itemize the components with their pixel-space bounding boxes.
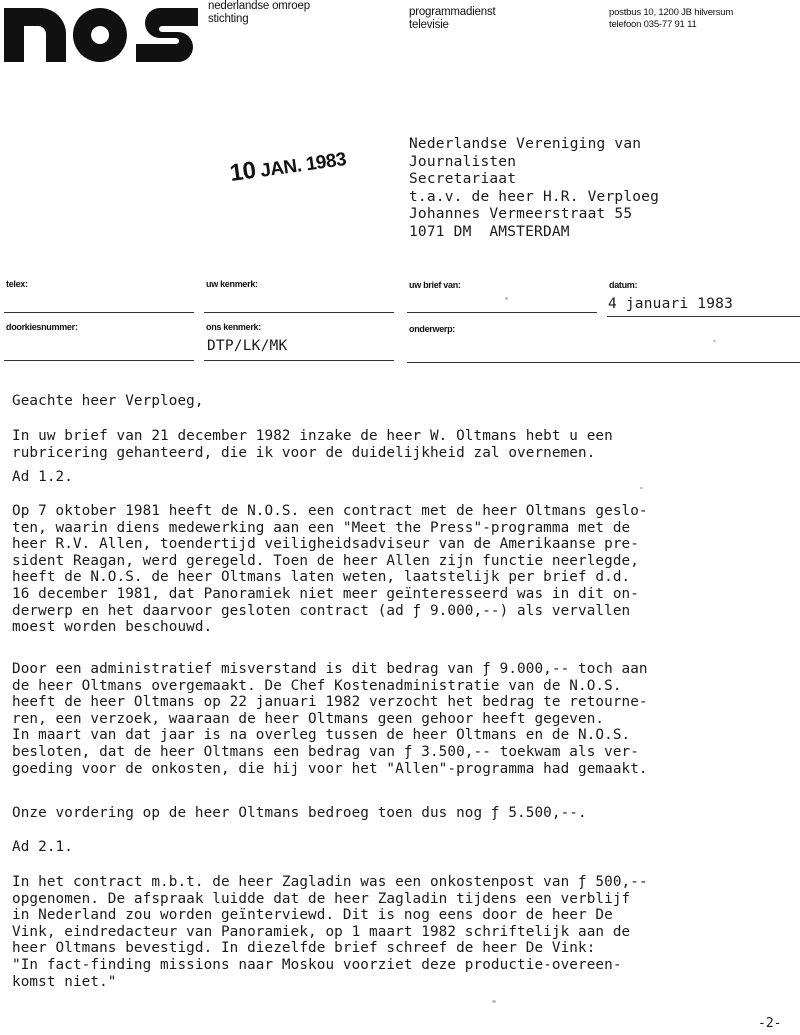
scan-speck xyxy=(640,487,643,489)
telex-line xyxy=(4,312,194,313)
salutation: Geachte heer Verploeg, xyxy=(12,393,204,409)
ons-kenmerk-line xyxy=(204,360,394,361)
onderwerp-line xyxy=(407,362,800,363)
doorkiesnummer-line xyxy=(4,360,194,361)
doorkiesnummer-label: doorkiesnummer: xyxy=(6,322,78,332)
ons-kenmerk-value: DTP/LK/MK xyxy=(207,338,288,354)
ad-2-1-paragraph: In het contract m.b.t. de heer Zagladin was een onkostenpost van ƒ 500,-- opgenomen. De afspraak luidde dat de heer Zagladin tijdens een verblijf in Nederland zou worden geïnterviewd. Dit is nog eens door de heer De Vink, eindredacteur van Panoramiek, op 1 maart 1982 schriftelijk aan de heer Oltmans bevestigd. In diezelfde brief schreef de heer De Vink: "In fact-finding missions naar Moskou voorziet deze productie-overeen- komst niet." xyxy=(12,874,648,990)
uw-kenmerk-line xyxy=(204,312,394,313)
ad-2-1-heading: Ad 2.1. xyxy=(12,839,73,855)
uw-brief-van-label: uw brief van: xyxy=(409,280,461,290)
scan-speck xyxy=(505,297,508,300)
department-name: programmadienst televisie xyxy=(409,6,496,31)
ons-kenmerk-label: ons kenmerk: xyxy=(206,322,261,332)
telex-label: telex: xyxy=(6,279,28,289)
ad-1-2-paragraph-2: Door een administratief misverstand is dit bedrag van ƒ 9.000,-- toch aan de heer Oltmans overgemaakt. De Chef Kostenadministratie van de N.O.S. heeft de heer Oltmans op 22 januari 1982 verzocht het bedrag te retourne- ren, een verzoek, waaraan de heer Oltmans geen gehoor heeft gegeven. In maart van dat jaar is na overleg tussen de heer Oltmans en de N.O.S. besloten, dat de heer Oltmans een bedrag van ƒ 3.500,-- toekwam als ver- goeding voor de onkosten, die hij voor het "Allen"-programma had gemaakt. xyxy=(12,661,648,777)
recipient-address: Nederlandse Vereniging van Journalisten Secretariaat t.a.v. de heer H.R. Verploeg Johannes Vermeerstraat 55 1071 DM AMSTERDAM xyxy=(409,136,660,240)
ad-1-2-paragraph-3: Onze vordering op de heer Oltmans bedroeg toen dus nog ƒ 5.500,--. xyxy=(12,805,587,821)
nos-logo xyxy=(0,0,200,66)
org-name: nederlandse omroep stichting xyxy=(208,0,310,25)
contact-info: postbus 10, 1200 JB hilversum telefoon 035-77 91 11 xyxy=(609,7,734,30)
datum-value: 4 januari 1983 xyxy=(608,296,734,312)
uw-kenmerk-label: uw kenmerk: xyxy=(206,279,258,289)
ad-1-2-paragraph-1: Op 7 oktober 1981 heeft de N.O.S. een contract met de heer Oltmans geslo- ten, waarin diens medewerking aan een "Meet the Press"-programma met de heer R.V. Allen, toendertijd veiligheidsadviseur van de Amerikaanse pre- sident Reagan, werd geregeld. Toen de heer Allen zijn functie neerlegde, heeft de N.O.S. de heer Oltmans laten weten, laatstelijk per brief d.d. 16 december 1981, dat Panoramiek niet meer geïnteresseerd was in dit on- derwerp en het daarvoor gesloten contract (ad ƒ 9.000,--) als vervallen moest worden beschouwd. xyxy=(12,503,648,636)
page-number: -2- xyxy=(758,1016,782,1031)
intro-paragraph: In uw brief van 21 december 1982 inzake de heer W. Oltmans hebt u een rubricering gehanteerd, die ik voor de duidelijkheid zal overnemen. xyxy=(12,428,613,461)
scan-speck xyxy=(713,340,716,342)
datum-label: datum: xyxy=(609,280,638,290)
onderwerp-label: onderwerp: xyxy=(409,324,456,334)
uw-brief-van-line xyxy=(407,312,597,313)
scan-speck xyxy=(492,1000,496,1003)
ad-1-2-heading: Ad 1.2. xyxy=(12,469,73,485)
received-date-stamp: 10 JAN. 1983 xyxy=(228,148,348,188)
datum-line xyxy=(607,316,800,317)
